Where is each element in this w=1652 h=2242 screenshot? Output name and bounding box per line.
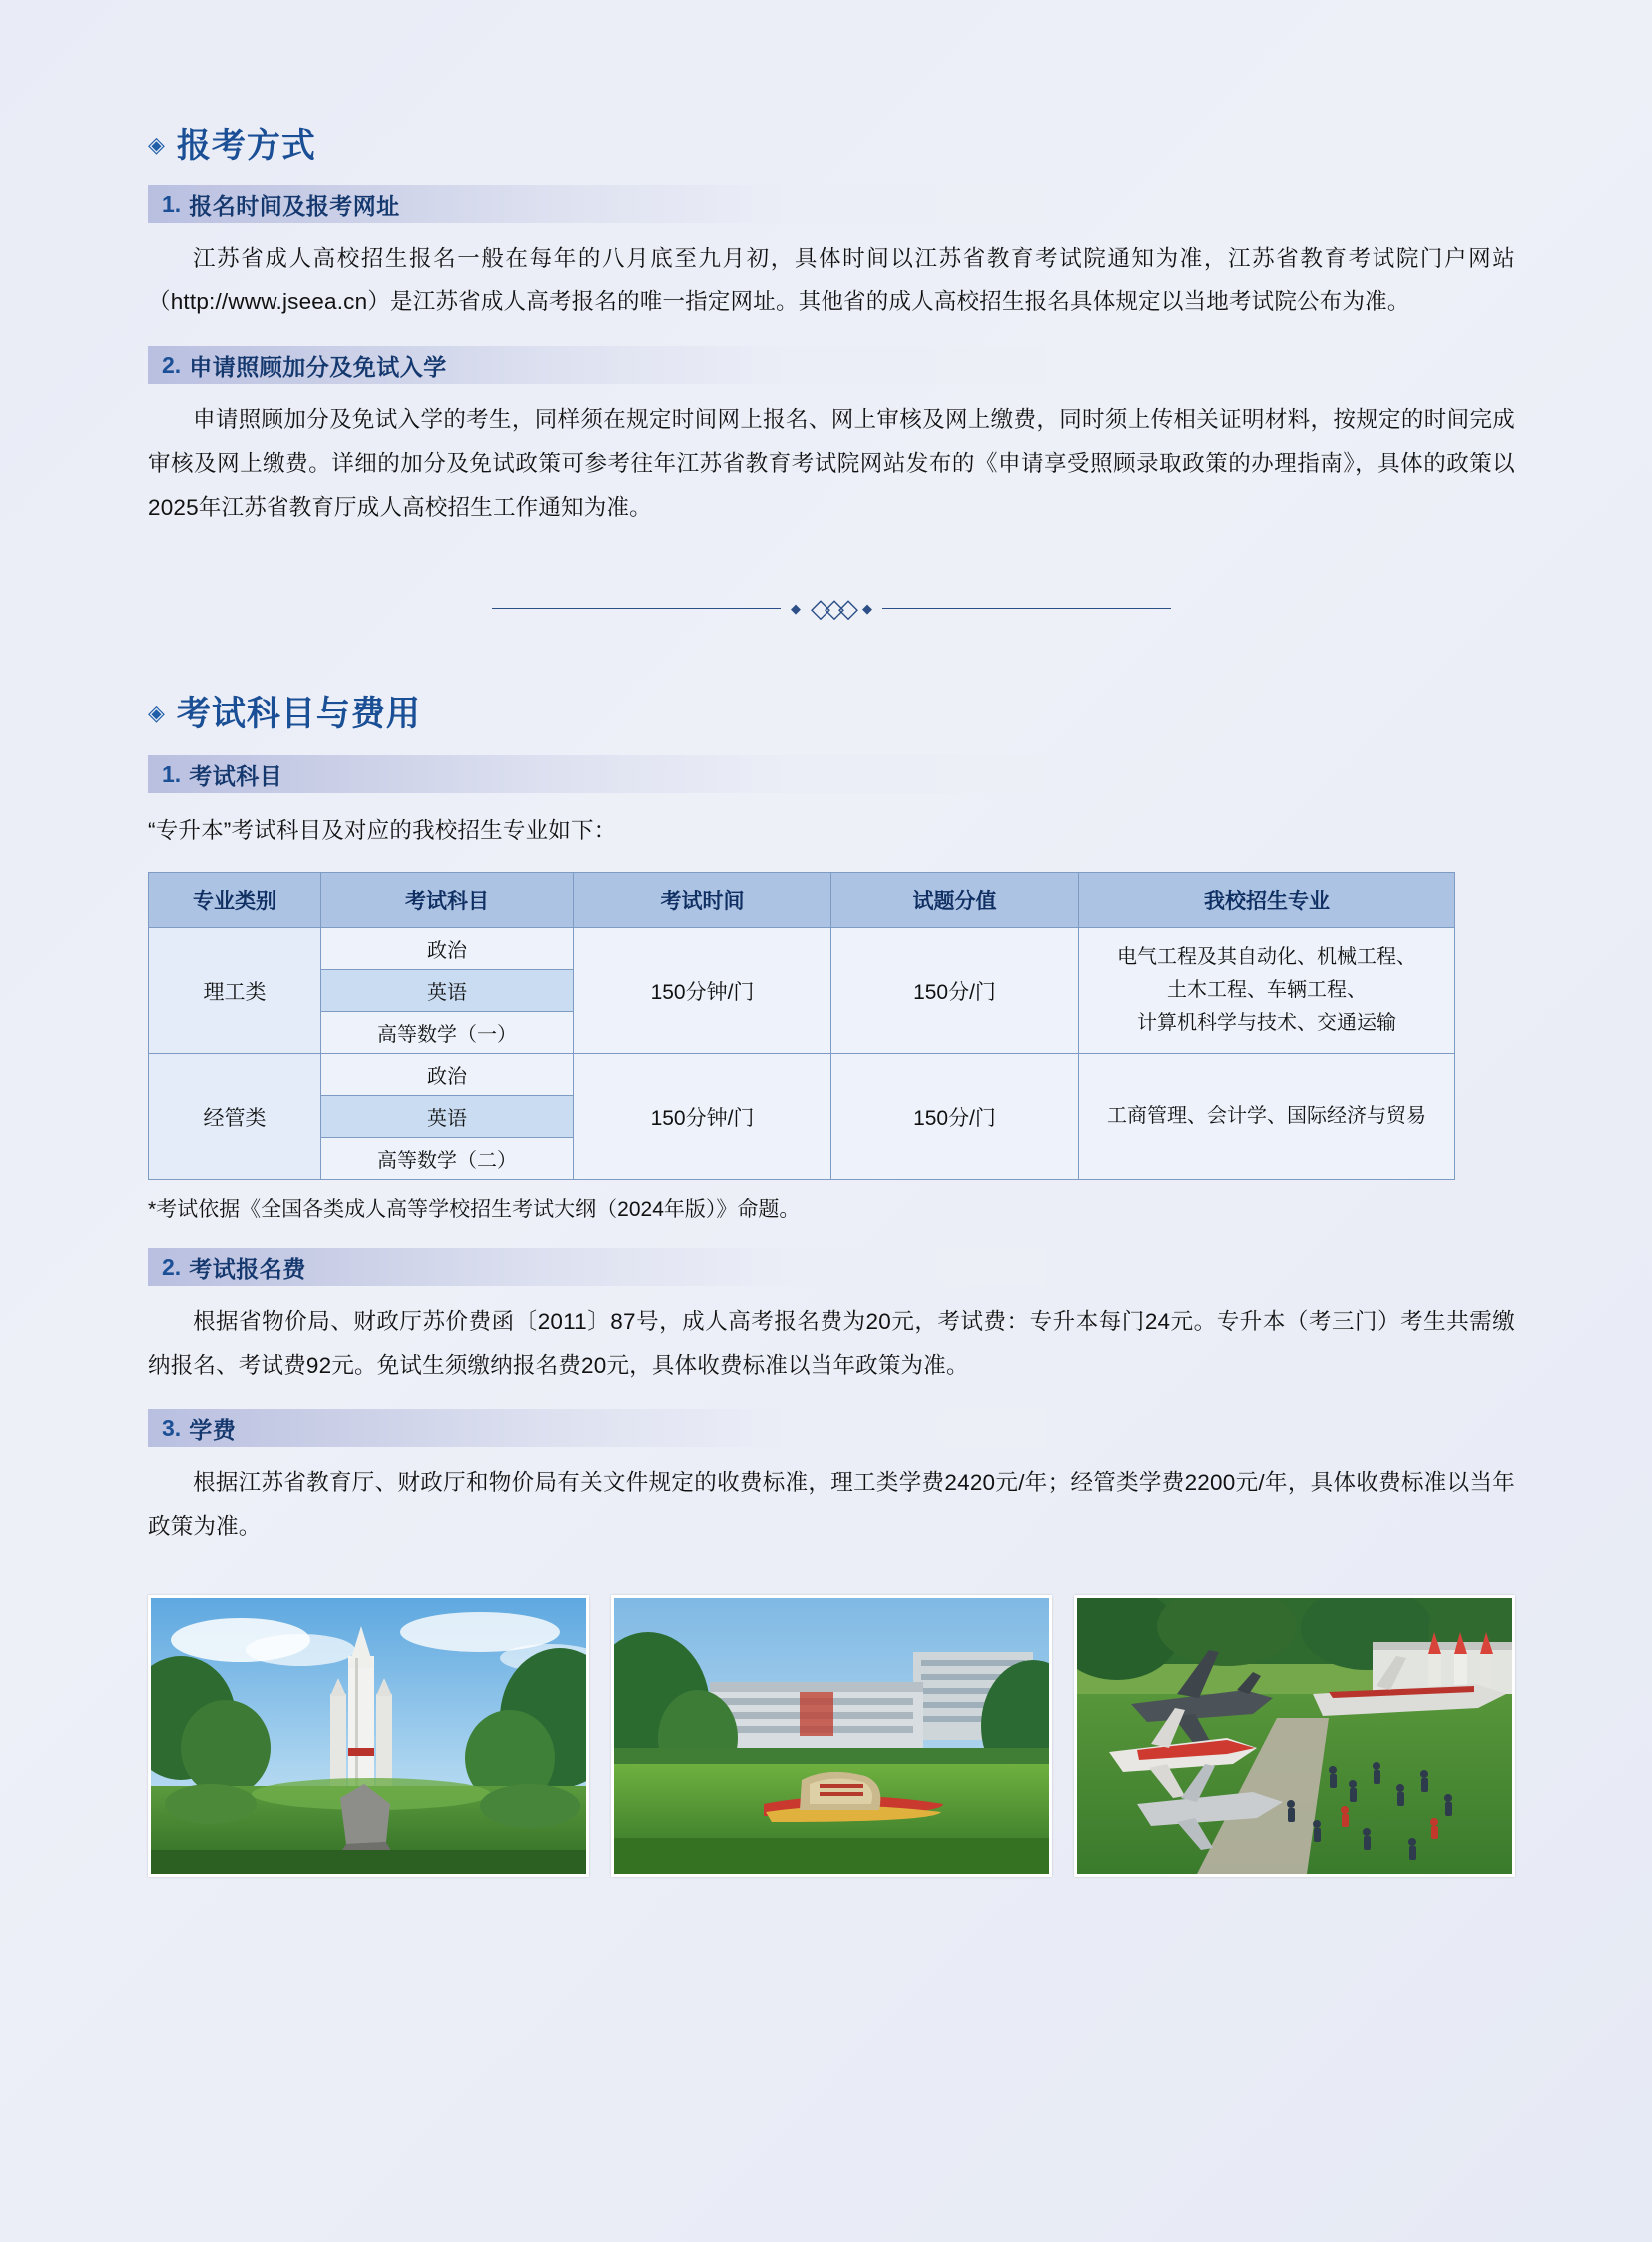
subsection-heading-bonus-exemption	[148, 346, 1046, 384]
subsection-number: 2.	[162, 1253, 182, 1280]
campus-main-building-lawn-photo	[611, 1595, 1052, 1877]
table-header-score: 试题分值	[831, 873, 1079, 928]
paragraph-exam-subjects-lead: “专升本”考试科目及对应的我校招生专业如下：	[148, 818, 617, 842]
subsection-heading-exam-subjects	[148, 755, 1046, 793]
table-header-row	[149, 873, 1455, 928]
cell-duration: 150分钟/门	[574, 928, 831, 1054]
table-row	[149, 1054, 1455, 1096]
campus-rocket-model-photo	[148, 1595, 589, 1877]
photo-strip	[148, 1595, 1515, 1877]
subsection-number: 1.	[162, 190, 182, 217]
table-footnote: *考试依据《全国各类成人高等学校招生考试大纲（2024年版）》命题。	[148, 1198, 801, 1221]
cell-score: 150分/门	[831, 928, 1079, 1054]
cell-score: 150分/门	[831, 1054, 1079, 1180]
divider-line-right	[882, 608, 1171, 609]
paragraph-bonus-exemption: 申请照顾加分及免试入学的考生，同样须在规定时间网上报名、网上审核及网上缴费，同时须上传相关证明材料，按规定的时间完成审核及网上缴费。详细的加分及免试政策可参考往年江苏省教育考试院网站发布的《申请享受照顾录取政策的办理指南》，具体的政策以2025年江苏省教育厅成人高校招生工作通知为准。	[148, 407, 1515, 520]
aviation-exhibition-illustration	[1077, 1598, 1515, 1874]
cell-majors: 工商管理、会计学、国际经济与贸易	[1079, 1054, 1455, 1180]
cell-majors	[1079, 928, 1455, 1054]
subsection-heading-registration-time	[148, 185, 1046, 223]
paragraph-exam-fee: 根据省物价局、财政厅苏价费函〔2011〕87号，成人高考报名费为20元，考试费：专升本每门24元。专升本（考三门）考生共需缴纳报名、考试费92元。免试生须缴纳报名费20元，具体收费标准以当年政策为准。	[148, 1309, 1515, 1378]
divider-dot-right-icon: ◆	[862, 600, 872, 616]
diamond-bullet-icon: ◈	[148, 131, 165, 157]
cell-subject: 政治	[321, 928, 574, 970]
cell-majors-line: 计算机科学与技术、交通运输	[1137, 1012, 1396, 1034]
cell-category: 经管类	[149, 1054, 321, 1180]
subsection-heading-tuition	[148, 1409, 1046, 1447]
cell-subject: 英语	[321, 970, 574, 1012]
table-header-subject: 考试科目	[321, 873, 574, 928]
subsection-title: 考试科目	[189, 762, 283, 789]
cell-duration: 150分钟/门	[574, 1054, 831, 1180]
campus-main-building-illustration	[614, 1598, 1052, 1874]
section-title: 考试科目与费用	[176, 695, 421, 733]
table-header-category: 专业类别	[149, 873, 321, 928]
table-header-duration: 考试时间	[574, 873, 831, 928]
aviation-exhibition-aircraft-photo	[1074, 1595, 1515, 1877]
section-title: 报考方式	[176, 127, 316, 165]
subsection-title: 报名时间及报考网址	[189, 192, 400, 219]
paragraph-registration-time: 江苏省成人高校招生报名一般在每年的八月底至九月初，具体时间以江苏省教育考试院通知为准，江苏省教育考试院门户网站（http://www.jseea.cn）是江苏省成人高考报名的唯一指定网址。其他省的成人高校招生报名具体规定以当地考试院公布为准。	[148, 246, 1515, 314]
section-heading-apply-method	[148, 118, 1515, 167]
subsection-title: 申请照顾加分及免试入学	[189, 353, 447, 380]
divider-dot-left-icon: ◆	[791, 600, 801, 616]
cell-subject: 高等数学（二）	[321, 1138, 574, 1180]
subsection-number: 1.	[162, 760, 182, 787]
divider-line-left	[492, 608, 781, 609]
subsection-title: 学费	[189, 1416, 237, 1443]
cell-subject: 英语	[321, 1096, 574, 1138]
diamond-bullet-icon: ◈	[148, 699, 165, 725]
divider-rhombus-icon: ◇◇◇	[811, 593, 852, 623]
campus-rocket-model-illustration	[151, 1598, 589, 1874]
table-row	[149, 928, 1455, 970]
subsection-title: 考试报名费	[189, 1255, 306, 1282]
subsection-number: 2.	[162, 351, 182, 378]
section-heading-subjects-fees	[148, 686, 1515, 735]
exam-subjects-table	[148, 872, 1455, 1180]
cell-subject: 政治	[321, 1054, 574, 1096]
ornamental-divider	[492, 588, 1171, 628]
paragraph-tuition: 根据江苏省教育厅、财政厅和物价局有关文件规定的收费标准，理工类学费2420元/年；经管类学费2200元/年，具体收费标准以当年政策为准。	[148, 1470, 1515, 1539]
cell-majors-line: 土木工程、车辆工程、	[1167, 979, 1367, 1001]
cell-subject: 高等数学（一）	[321, 1012, 574, 1054]
cell-category: 理工类	[149, 928, 321, 1054]
cell-majors-line: 电气工程及其自动化、机械工程、	[1117, 946, 1416, 968]
table-header-majors: 我校招生专业	[1079, 873, 1455, 928]
subsection-number: 3.	[162, 1414, 182, 1441]
subsection-heading-exam-fee	[148, 1248, 1046, 1286]
page-content	[148, 0, 1515, 1877]
